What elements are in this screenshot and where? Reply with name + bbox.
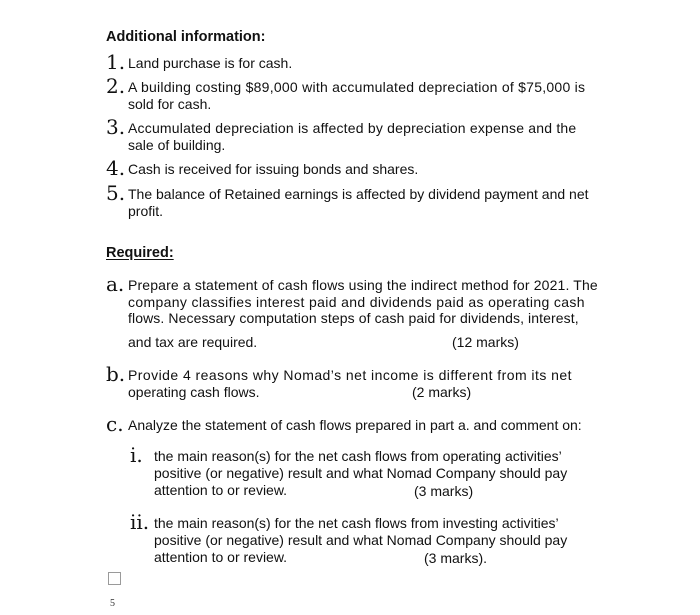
text-line: the main reason(s) for the net cash flows from investing activities’ <box>154 515 559 531</box>
item-number: 5. <box>106 181 126 205</box>
text-line: flows. Necessary computation steps of cash paid for dividends, interest, <box>128 310 579 326</box>
item-text <box>128 79 585 113</box>
text-line: attention to or review. <box>154 482 288 498</box>
part-text <box>128 417 582 434</box>
sub-numeral: ii. <box>130 510 150 534</box>
part-letter: c. <box>106 412 124 436</box>
checkbox[interactable] <box>108 572 121 585</box>
item-text <box>128 161 418 178</box>
sub-numeral: i. <box>130 443 143 467</box>
text-line: The balance of Retained earnings is affected by dividend payment and net <box>128 186 589 202</box>
part-letter: b. <box>106 362 126 386</box>
text-line: Accumulated depreciation is affected by depreciation expense and the <box>128 120 577 136</box>
marks-label: (12 marks) <box>452 334 519 350</box>
item-number: 4. <box>106 156 126 180</box>
page-number: 5 <box>110 598 115 609</box>
text-line: sold for cash. <box>128 96 212 112</box>
marks-label: (2 marks) <box>412 384 472 400</box>
text-line: positive (or negative) result and what Nomad Company should pay <box>154 532 568 548</box>
text-line: Cash is received for issuing bonds and shares. <box>128 161 419 177</box>
part-letter: a. <box>106 272 125 296</box>
text-line: A building costing $89,000 with accumulated depreciation of $75,000 is <box>128 79 586 95</box>
item-number: 3. <box>106 115 126 139</box>
text-line: Land purchase is for cash. <box>128 55 293 71</box>
text-line: the main reason(s) for the net cash flows from operating activities’ <box>154 448 562 464</box>
required-heading: Required: <box>106 245 174 261</box>
part-text <box>128 277 598 350</box>
text-line: and tax are required. <box>128 333 258 350</box>
text-line: company classifies interest paid and dividends paid as operating cash <box>128 293 585 310</box>
text-line: attention to or review. <box>154 549 288 565</box>
text-line: Provide 4 reasons why Nomad’s net income is different from its net <box>128 367 572 383</box>
item-text <box>128 120 576 154</box>
text-line: positive (or negative) result and what Nomad Company should pay <box>154 465 568 481</box>
item-number: 1. <box>106 50 126 74</box>
sub-text <box>154 448 567 499</box>
item-text <box>128 186 589 220</box>
text-line: operating cash flows. <box>128 384 260 400</box>
item-text <box>128 55 292 72</box>
text-line: profit. <box>128 203 164 219</box>
text-line: Prepare a statement of cash flows using the indirect method for 2021. The <box>128 277 598 293</box>
text-line: Analyze the statement of cash flows prepared in part a. and comment on: <box>128 417 582 433</box>
sub-text <box>154 515 567 566</box>
item-number: 2. <box>106 74 126 98</box>
marks-label: (3 marks). <box>424 550 487 566</box>
part-text <box>128 367 572 401</box>
marks-label: (3 marks) <box>414 483 474 499</box>
additional-info-heading: Additional information: <box>106 29 266 45</box>
text-line: sale of building. <box>128 137 226 153</box>
